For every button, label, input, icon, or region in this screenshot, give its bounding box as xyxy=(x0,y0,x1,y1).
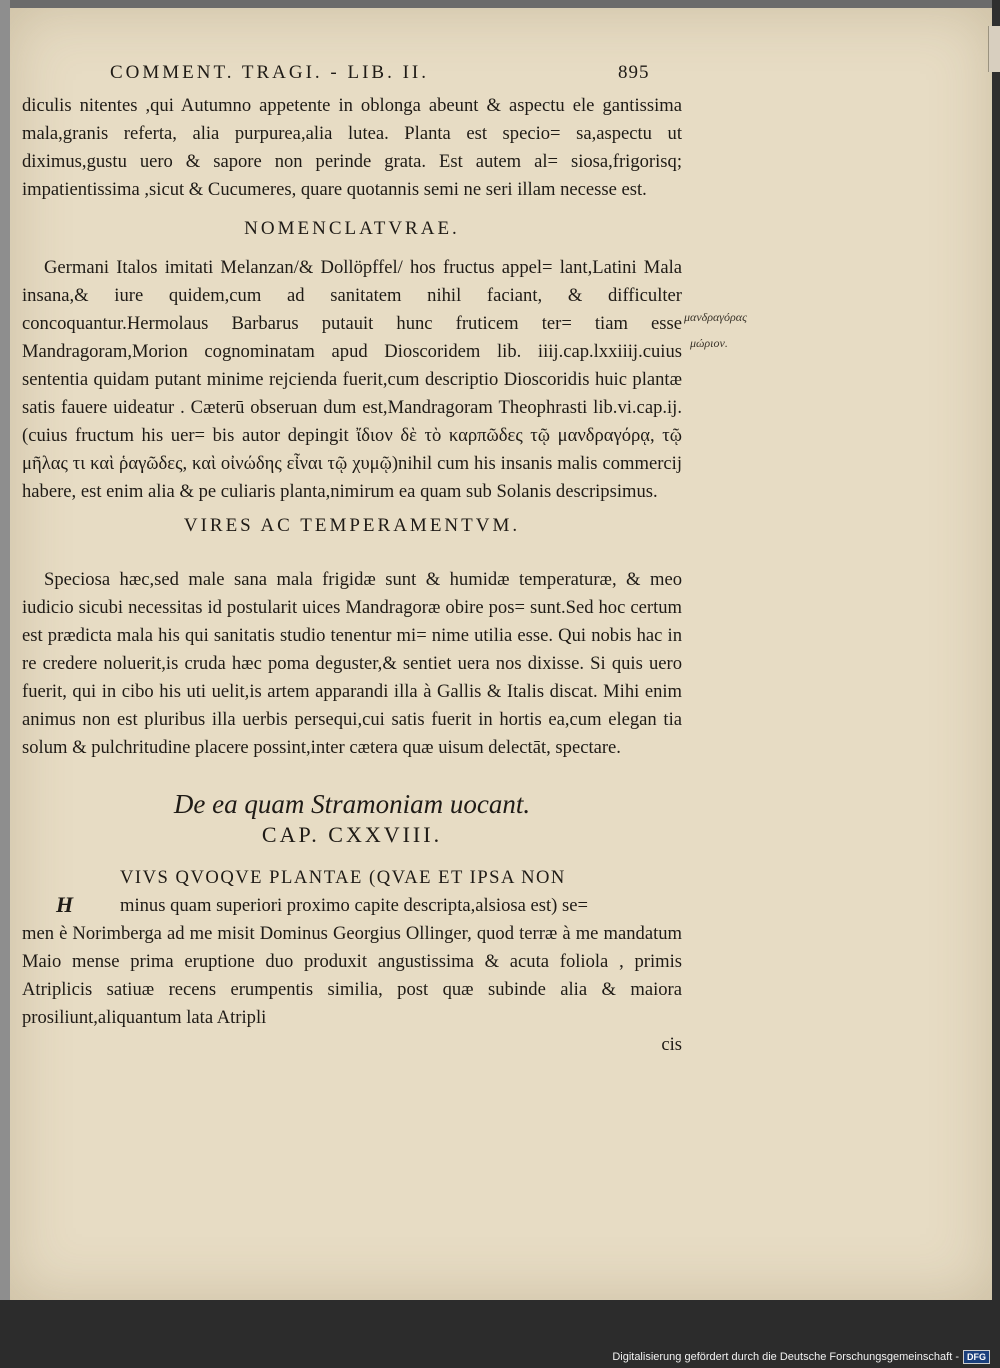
footer-credit: Digitalisierung gefördert durch die Deutsche Forschungsgemeinschaft - xyxy=(612,1351,959,1363)
section-heading-nomenclature: NOMENCLATVRAE. xyxy=(244,218,460,239)
margin-note-morion: μώριον. xyxy=(690,336,728,350)
chapter-opening xyxy=(22,864,682,1058)
drop-cap: H xyxy=(56,892,74,917)
margin-note-mandragoras: μανδραγόρας xyxy=(684,310,747,324)
page-number: 895 xyxy=(618,62,650,83)
vires-paragraph: Speciosa hæc,sed male sana mala frigidæ sunt & humidæ temperaturæ, & meo iudicio sicubi necessitas id postularit uices Mandragoræ obire pos= sunt.Sed hoc certum est prædicta mala his qui sanitatis studio tenentur mi= nime utilia esse. Qui nobis hac in re credere noluerit,is cruda hæc poma deguster,& sentiet uera nos dixisse. Si quis uero fuerit, qui in cibo his uti uelit,is artem apparandi illa à Gallis & Italis discat. Mihi enim animus non est pluribus illa uerbis persequi,cui satis fuerit in hortis ea,cum elegan tia solum & pulchritudine placere possint,inter cætera quæ uisum delectāt, spectare. xyxy=(22,569,682,758)
dfg-logo: DFG xyxy=(963,1350,990,1364)
digitization-footer xyxy=(612,1350,990,1364)
chapter-number: CAP. CXXVIII. xyxy=(261,822,443,847)
page-text xyxy=(22,62,682,1058)
opening-line-1: VIVS QVOQVE PLANTAE (QVAE ET IPSA NON xyxy=(120,867,566,888)
page-edge-tab xyxy=(988,26,1000,72)
catchword: cis xyxy=(661,1034,682,1055)
running-title: COMMENT. TRAGI. - LIB. II. xyxy=(110,62,429,83)
scan-border-right xyxy=(992,0,1000,1368)
section-heading-vires: VIRES AC TEMPERAMENTVM. xyxy=(183,515,521,536)
chapter-heading xyxy=(22,788,682,850)
chapter-title: De ea quam Stramoniam uocant. xyxy=(173,789,531,819)
running-header xyxy=(22,62,682,92)
intro-paragraph: diculis nitentes ,qui Autumno appetente in oblonga abeunt & aspectu ele gantissima mala,granis referta, alia purpurea,alia lutea. Planta est specio= sa,aspectu ut diximus,gustu uero & sapore non perinde grata. Est autem al= siosa,frigorisq; impatientissima ,sicut & Cucumeres, quare quotannis semi ne seri illam necesse est. xyxy=(22,95,682,200)
chapter-paragraph: men è Norimberga ad me misit Dominus Georgius Ollinger, quod terræ à me mandatum Maio mense prima eruptione duo produxit angustissima & acuta foliola , primis Atriplicis satiuæ recens erumpentis similia, post quæ subinde alia & maiora prosiliunt,aliquantum lata Atripli xyxy=(22,923,682,1028)
scan-border-left xyxy=(0,0,10,1368)
nomenclature-paragraph: Germani Italos imitati Melanzan/& Dollöpffel/ hos fructus appel= lant,Latini Mala insana,& iure quidem,cum ad sanitatem nihil faciant, & difficulter concoquantur.Hermolaus Barbarus putauit hunc fruticem ter= tiam esse Mandragoram,Morion cognominatam apud Dioscoridem lib. iiij.cap.lxxiiij.cuius sententia quidam putant minime rejcienda fuerit,cum descriptio Dioscoridis huic plantæ satis fauere uideatur . Cæterū obseruan dum est,Mandragoram Theophrasti lib.vi.cap.ij.(cuius fructum his uer= bis autor depingit ἴδιον δὲ τὸ καρπῶδες τῷ μανδραγόρᾳ, τῷ μῆλας τι καὶ ῥαγῶδες, καὶ οἰνώδης εἶναι τῷ χυμῷ)nihil cum his insanis malis commercij habere, est enim alia & pe culiaris planta,nimirum ea quam sub Solanis descripsimus. xyxy=(22,257,682,502)
opening-line-2: minus quam superiori proximo capite descripta,alsiosa est) se= xyxy=(120,895,588,916)
